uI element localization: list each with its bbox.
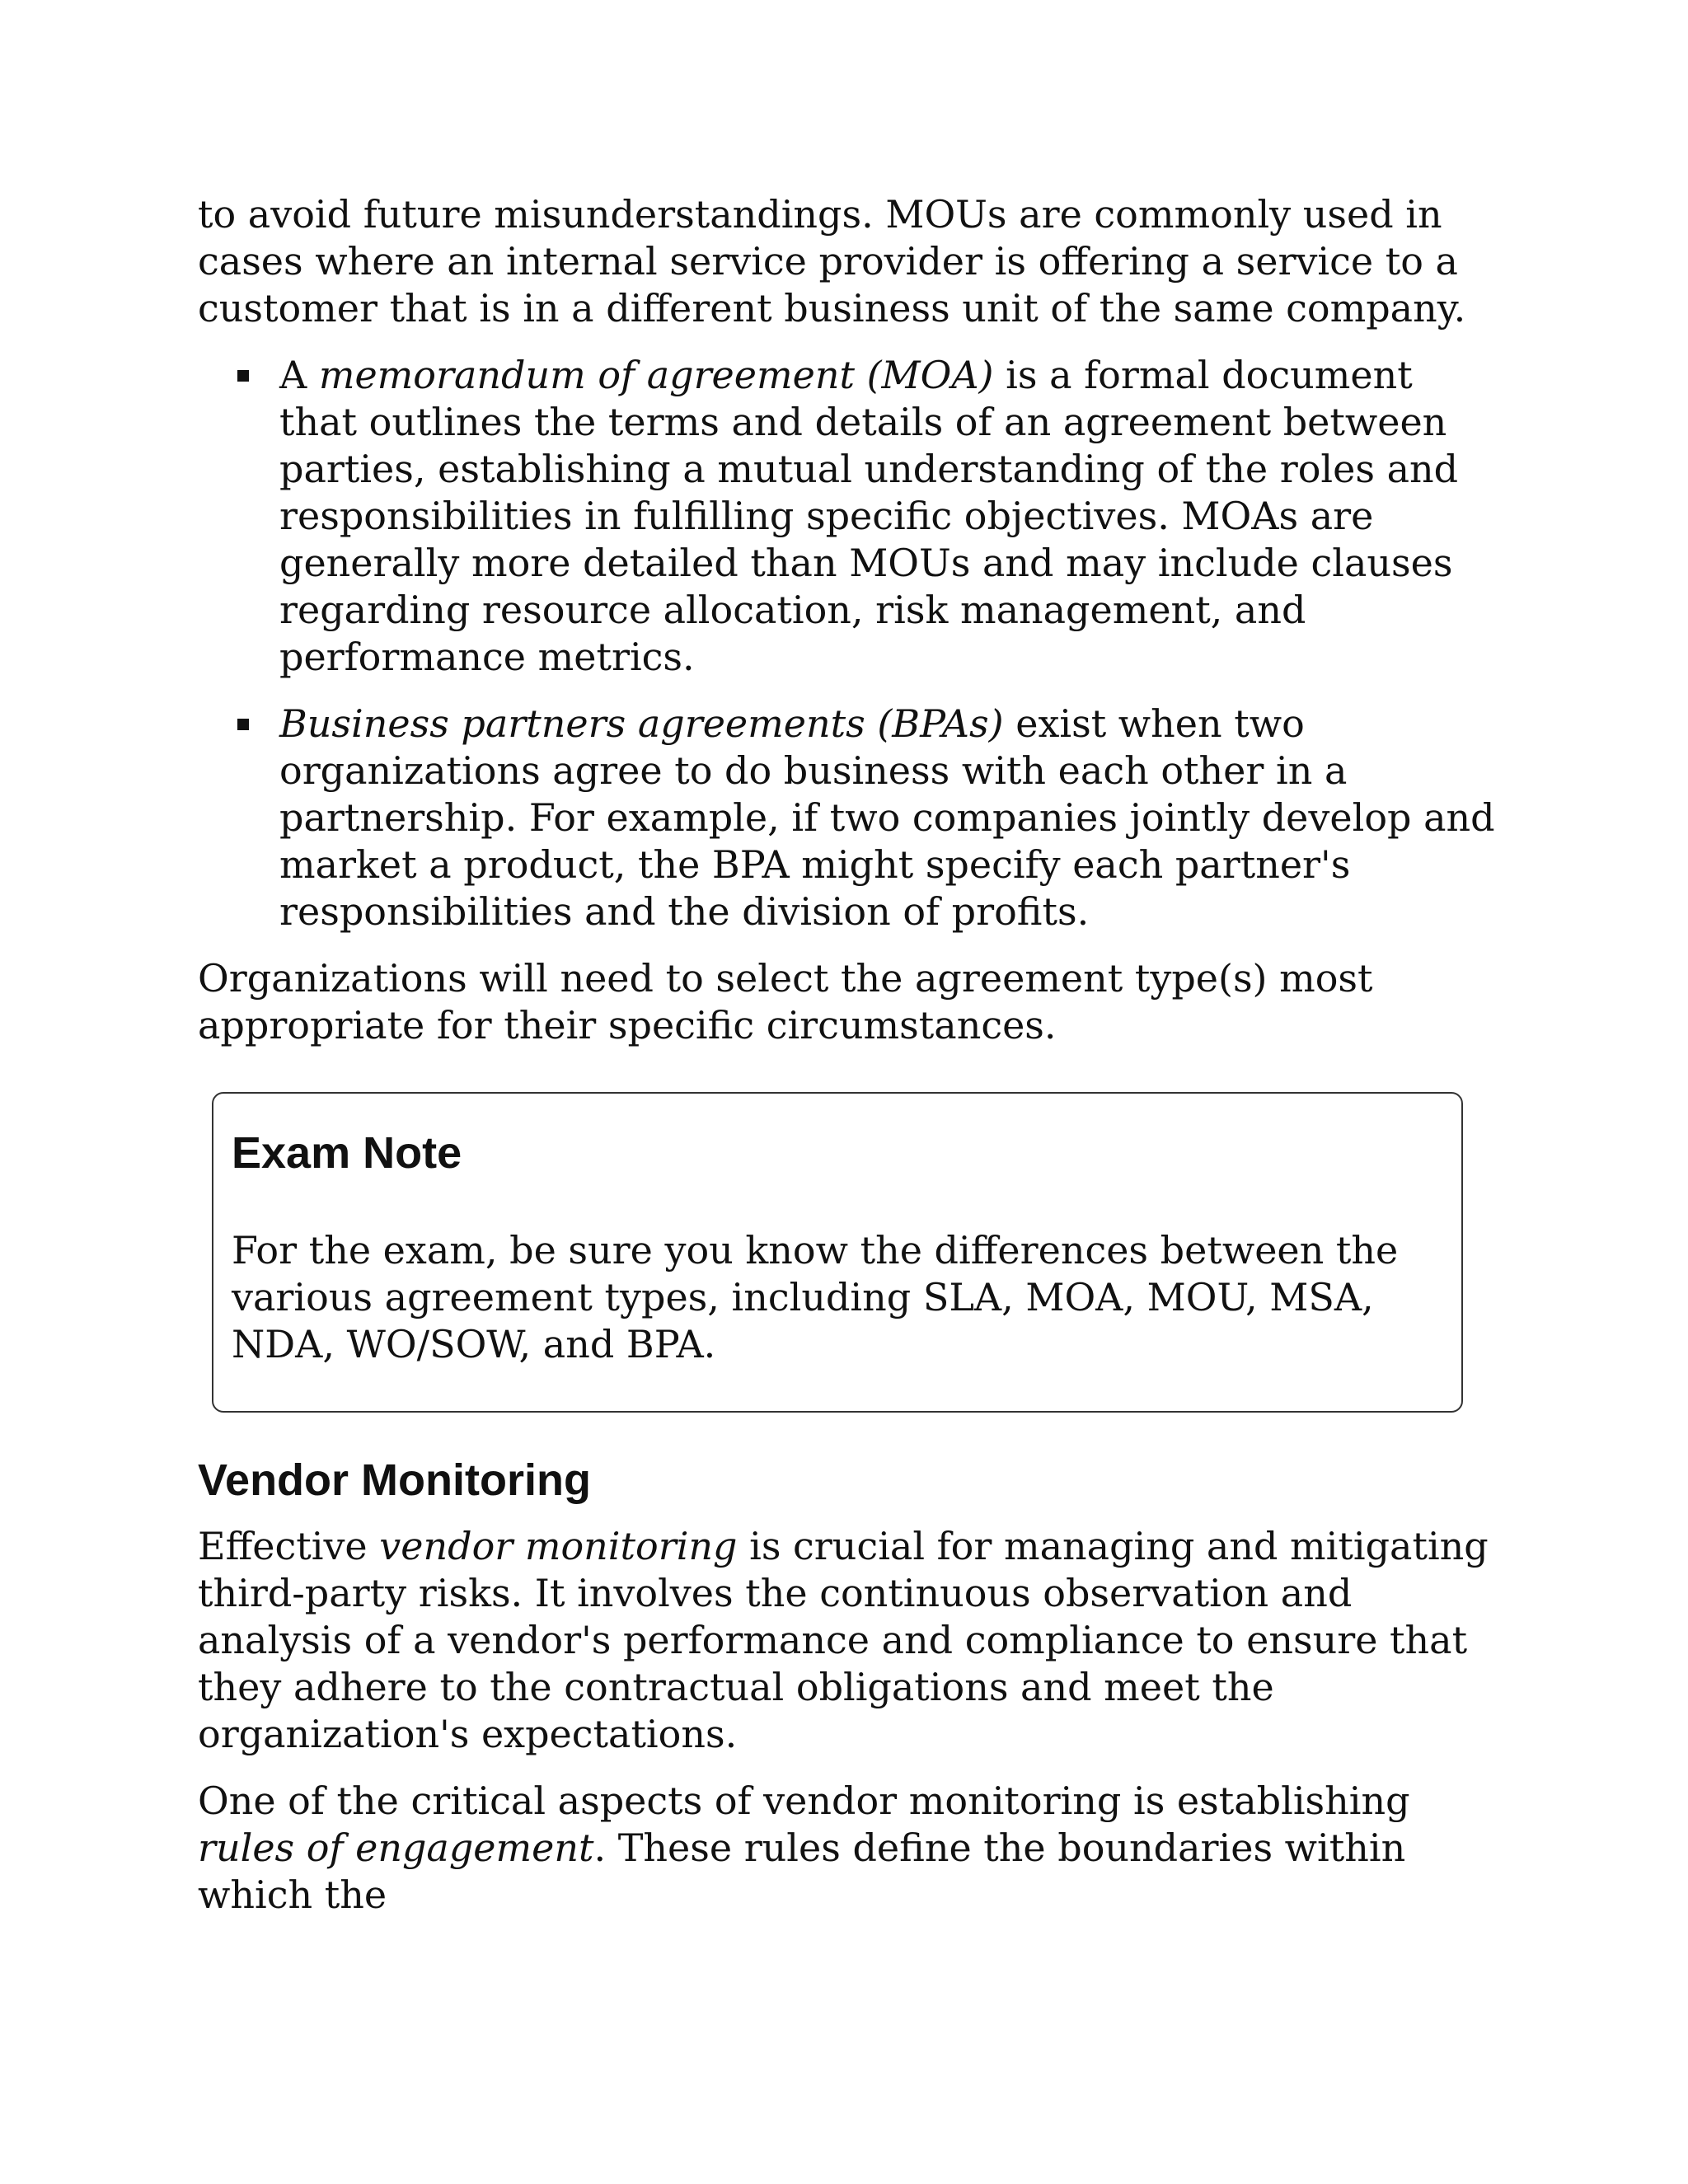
list-item-text: exist when two organizations agree to do business with each other in a partnership. For example, if two companies jointly develop and market a product, the BPA might specify each partner's responsibilities and the division of profits. [279, 701, 1495, 934]
paragraph-term: vendor monitoring [379, 1524, 738, 1568]
agreement-list [198, 352, 1500, 935]
section-heading: Vendor Monitoring [198, 1455, 591, 1505]
vendor-monitoring-paragraph-2 [198, 1778, 1500, 1919]
document-page [198, 191, 1500, 1919]
exam-note-body: For the exam, be sure you know the differences between the various agreement types, including SLA, MOA, MOU, MSA, NDA, WO/SOW, and BPA. [232, 1228, 1399, 1366]
square-bullet-icon [237, 719, 249, 730]
vendor-monitoring-paragraph-1 [198, 1523, 1500, 1758]
paragraph-term: rules of engagement [198, 1825, 594, 1870]
list-item-prefix: A [279, 353, 319, 397]
list-item-text: is a formal document that outlines the terms and details of an agreement between parties, establishing a mutual understanding of the roles and responsibilities in fulfilling specific objectives. MOAs are generally more detailed than MOUs and may include clauses regarding resource allocation, risk management, and performance metrics. [279, 353, 1459, 679]
square-bullet-icon [237, 370, 249, 382]
list-item-term: memorandum of agreement (MOA) [318, 353, 994, 397]
paragraph-prefix: Effective [198, 1524, 380, 1568]
paragraph-prefix: One of the critical aspects of vendor monitoring is establishing [198, 1779, 1410, 1823]
paragraph-text: is crucial for managing and mitigating third-party risks. It involves the continuous observation and analysis of a vendor's performance and compliance to ensure that they adhere to the contractual obligations and meet the organization's expectations. [198, 1524, 1489, 1756]
summary-paragraph: Organizations will need to select the agreement type(s) most appropriate for their specific circumstances. [198, 956, 1373, 1047]
list-item-moa [198, 352, 1500, 681]
paragraph-text: . These rules define the boundaries within which the [198, 1825, 1406, 1917]
exam-note-title: Exam Note [232, 1128, 462, 1178]
list-item-term: Business partners agreements (BPAs) [279, 701, 1004, 746]
list-item-bpa [198, 701, 1500, 935]
continuation-paragraph: to avoid future misunderstandings. MOUs are commonly used in cases where an internal service provider is offering a service to a customer that is in a different business unit of the same company. [198, 192, 1466, 330]
exam-note-box [212, 1092, 1463, 1413]
